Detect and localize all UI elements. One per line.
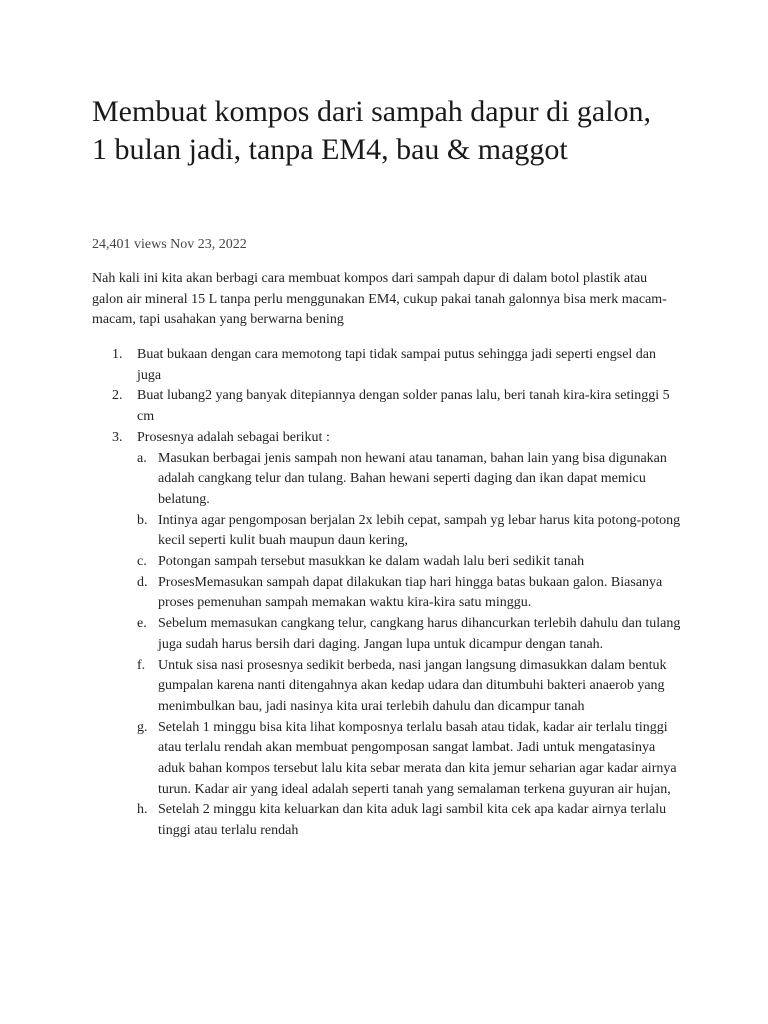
page-title: Membuat kompos dari sampah dapur di galon, 1 bulan jadi, tanpa EM4, bau & maggot: [92, 95, 652, 166]
list-letter: d.: [137, 574, 148, 590]
sub-list-item-text: ProsesMemasukan sampah dapat dilakukan tiap hari hingga batas bukaan galon. Biasanya proses pemenuhan sampah memakan waktu kira-kira satu minggu.: [158, 574, 663, 611]
sub-list-item-text: Untuk sisa nasi prosesnya sedikit berbeda, nasi jangan langsung dimasukkan dalam bentuk gumpalan karena nanti ditengahnya akan kedap udara dan ditumbuhi bakteri anaerob yang menimbulkan bau, jadi nasinya kita urai terlebih dahulu dan dicampur tanah: [158, 657, 667, 714]
list-item: [92, 345, 682, 386]
sub-list-item-text: Sebelum memasukan cangkang telur, cangkang harus dihancurkan terlebih dahulu dan tulang juga sudah harus bersih dari daging. Jangan lupa untuk dicampur dengan tanah.: [158, 616, 681, 652]
list-number: 1.: [112, 347, 123, 362]
sub-list-item-text: Intinya agar pengomposan berjalan 2x lebih cepat, sampah yg lebar harus kita potong-potong kecil seperti kulit buah maupun daun kering,: [158, 512, 681, 549]
list-letter: a.: [137, 450, 147, 466]
sub-list-item: [137, 614, 682, 655]
intro-paragraph: Nah kali ini kita akan berbagi cara membuat kompos dari sampah dapur di dalam botol plastik atau galon air mineral 15 L tanpa perlu menggunakan EM4, cukup pakai tanah galonnya bisa merk macam-macam, tapi usahakan yang berwarna bening: [92, 271, 667, 327]
substeps-list: [137, 449, 682, 842]
sub-list-item-text: Potongan sampah tersebut masukkan ke dalam wadah lalu beri sedikit tanah: [158, 554, 585, 570]
sub-list-item: [137, 449, 682, 511]
list-letter: g.: [137, 719, 148, 735]
sub-list-item: [137, 552, 682, 573]
sub-list-item: [137, 656, 682, 718]
list-letter: c.: [137, 554, 147, 570]
list-letter: b.: [137, 512, 148, 528]
sub-list-item-text: Setelah 1 minggu bisa kita lihat komposnya terlalu basah atau tidak, kadar air terlalu tinggi atau terlalu rendah akan membuat pengomposan sangat lambat. Jadi untuk mengatasinya aduk bahan kompos tersebut lalu kita sebar merata dan kita jemur seharian agar kadar airnya turun. Kadar air yang ideal adalah seperti tanah yang semalaman terkena guyuran air hujan,: [158, 719, 677, 797]
list-item-text: Buat bukaan dengan cara memotong tapi tidak sampai putus sehingga jadi seperti engsel dan juga: [137, 347, 657, 383]
list-letter: h.: [137, 802, 148, 818]
list-item-text: Buat lubang2 yang banyak ditepiannya dengan solder panas lalu, beri tanah kira-kira setinggi 5 cm: [137, 388, 670, 425]
view-count-and-date: 24,401 views Nov 23, 2022: [92, 237, 247, 252]
list-number: 2.: [112, 388, 123, 404]
sub-list-item-text: Masukan berbagai jenis sampah non hewani atau tanaman, bahan lain yang bisa digunakan adalah cangkang telur dan tulang. Bahan hewani seperti daging dan ikan dapat memicu belatung.: [158, 450, 667, 507]
list-item-text: Prosesnya adalah sebagai berikut :: [137, 429, 330, 445]
steps-list: [92, 345, 682, 842]
sub-list-item-text: Setelah 2 minggu kita keluarkan dan kita aduk lagi sambil kita cek apa kadar airnya terlalu tinggi atau terlalu rendah: [158, 802, 667, 839]
sub-list-item: [137, 800, 682, 841]
list-item: [92, 428, 682, 842]
list-letter: e.: [137, 616, 147, 632]
sub-list-item: [137, 718, 682, 801]
list-item: [92, 386, 682, 427]
list-letter: f.: [137, 657, 146, 673]
list-number: 3.: [112, 429, 123, 445]
sub-list-item: [137, 573, 682, 614]
sub-list-item: [137, 511, 682, 552]
